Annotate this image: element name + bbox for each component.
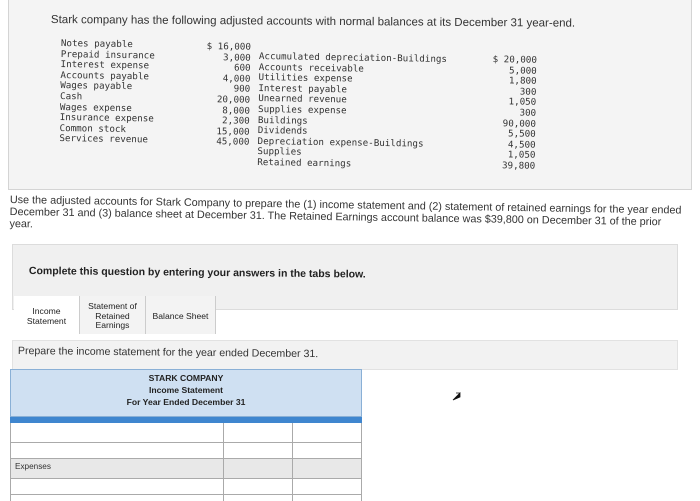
account-value: 1,800 — [508, 75, 537, 87]
total-field[interactable] — [293, 444, 361, 459]
account-name: Common stock — [59, 122, 127, 135]
row-label-input[interactable] — [11, 443, 224, 458]
account-value: 4,500 — [507, 139, 536, 151]
amount-cell[interactable] — [224, 479, 294, 494]
account-value: 300 — [519, 107, 537, 119]
account-value: 90,000 — [502, 117, 537, 130]
income-statement-worksheet — [10, 369, 362, 501]
prepare-instructions: Prepare the income statement for the year ended December 31. — [17, 345, 319, 361]
total-cell[interactable] — [293, 443, 361, 458]
table-row — [10, 495, 362, 501]
account-value: 3,000 — [223, 51, 251, 64]
account-value: 20,000 — [216, 94, 251, 106]
account-name: Wages expense — [59, 101, 132, 114]
account-value: 45,000 — [216, 136, 250, 149]
total-field[interactable] — [293, 496, 361, 501]
account-value: 600 — [233, 62, 251, 74]
expenses-label: Expenses — [11, 459, 224, 478]
account-name: Accounts payable — [60, 69, 150, 83]
problem-panel — [8, 0, 692, 190]
total-cell[interactable] — [293, 495, 361, 501]
total-cell — [293, 459, 361, 478]
row-label-input[interactable] — [11, 495, 224, 501]
worksheet-header — [10, 369, 362, 417]
mouse-pointer-icon — [452, 391, 462, 401]
account-value: 2,300 — [222, 115, 250, 127]
account-value: 5,000 — [509, 64, 537, 77]
statement-name: Income Statement — [148, 385, 224, 395]
account-name: Cash — [60, 90, 83, 103]
account-value: 39,800 — [501, 160, 536, 172]
tab-retained-earnings[interactable]: Statement of Retained Earnings — [80, 296, 146, 334]
table-row — [10, 423, 362, 443]
statement-period: For Year Ended December 31 — [126, 397, 246, 407]
amount-field[interactable] — [224, 496, 293, 501]
account-value: 8,000 — [222, 104, 251, 117]
account-name: Buildings — [257, 114, 308, 127]
amount-field[interactable] — [224, 480, 293, 495]
amount-field[interactable] — [224, 444, 293, 459]
company-name: STARK COMPANY — [148, 373, 224, 383]
account-name: Accounts receivable — [258, 61, 364, 75]
statement-tabs — [14, 296, 216, 334]
total-cell[interactable] — [293, 423, 361, 442]
account-value: 1,050 — [507, 149, 536, 162]
problem-intro: Stark company has the following adjusted accounts with normal balances at its December 31 year-end. — [50, 14, 576, 30]
total-field[interactable] — [293, 480, 361, 495]
account-name: Interest expense — [60, 59, 150, 72]
account-value: $ 20,000 — [492, 54, 538, 66]
account-name: Wages payable — [60, 80, 133, 93]
account-name: Accumulated depreciation-Buildings — [258, 51, 448, 65]
table-row — [10, 443, 362, 459]
account-value: 900 — [233, 83, 251, 96]
account-name: Services revenue — [59, 133, 149, 146]
row-label-input[interactable] — [11, 423, 224, 442]
account-value: 5,500 — [508, 128, 536, 140]
label-field[interactable] — [15, 426, 219, 439]
table-row — [10, 479, 362, 495]
tab-income-statement[interactable]: Income Statement — [14, 296, 80, 334]
account-name: Insurance expense — [59, 112, 154, 125]
account-name: Interest payable — [258, 82, 348, 96]
account-name: Depreciation expense-Buildings — [257, 135, 424, 150]
account-name: Supplies expense — [258, 103, 347, 117]
account-name: Utilities expense — [258, 72, 353, 85]
amount-field[interactable] — [224, 423, 293, 442]
tab-balance-sheet[interactable]: Balance Sheet — [146, 296, 216, 334]
accounts-right-names — [257, 52, 447, 171]
account-value: 300 — [519, 86, 537, 98]
amount-cell[interactable] — [224, 495, 294, 501]
total-field[interactable] — [293, 423, 361, 442]
account-name: Supplies — [257, 146, 302, 159]
amount-cell[interactable] — [224, 423, 294, 442]
account-name: Notes payable — [60, 38, 133, 51]
accounts-left-values — [203, 42, 251, 149]
question-text: Use the adjusted accounts for Stark Company to prepare the (1) income statement and (2) statement of retained earnings for the year ended December 31 and (3) balance sheet at December 31. The Retained Earnings account balance was $39,800 on December 31 of the prior year. — [9, 194, 682, 231]
label-field[interactable] — [15, 446, 219, 455]
account-value: 4,000 — [222, 73, 251, 85]
account-name: Unearned revenue — [258, 93, 347, 106]
account-name: Dividends — [257, 125, 308, 137]
accounts-right-values — [485, 55, 537, 172]
account-value: 15,000 — [216, 125, 250, 138]
accounts-left-names — [59, 39, 155, 146]
label-field[interactable] — [15, 482, 219, 491]
account-value: 1,050 — [508, 96, 537, 109]
row-label-input[interactable] — [11, 479, 224, 494]
total-cell[interactable] — [293, 479, 361, 494]
account-name: Prepaid insurance — [60, 48, 155, 62]
table-row — [10, 459, 362, 479]
account-value: $ 16,000 — [206, 41, 252, 53]
amount-cell[interactable] — [224, 443, 294, 458]
complete-instructions: Complete this question by entering your answers in the tabs below. — [28, 265, 366, 281]
account-name: Retained earnings — [257, 156, 352, 170]
amount-cell — [224, 459, 294, 478]
